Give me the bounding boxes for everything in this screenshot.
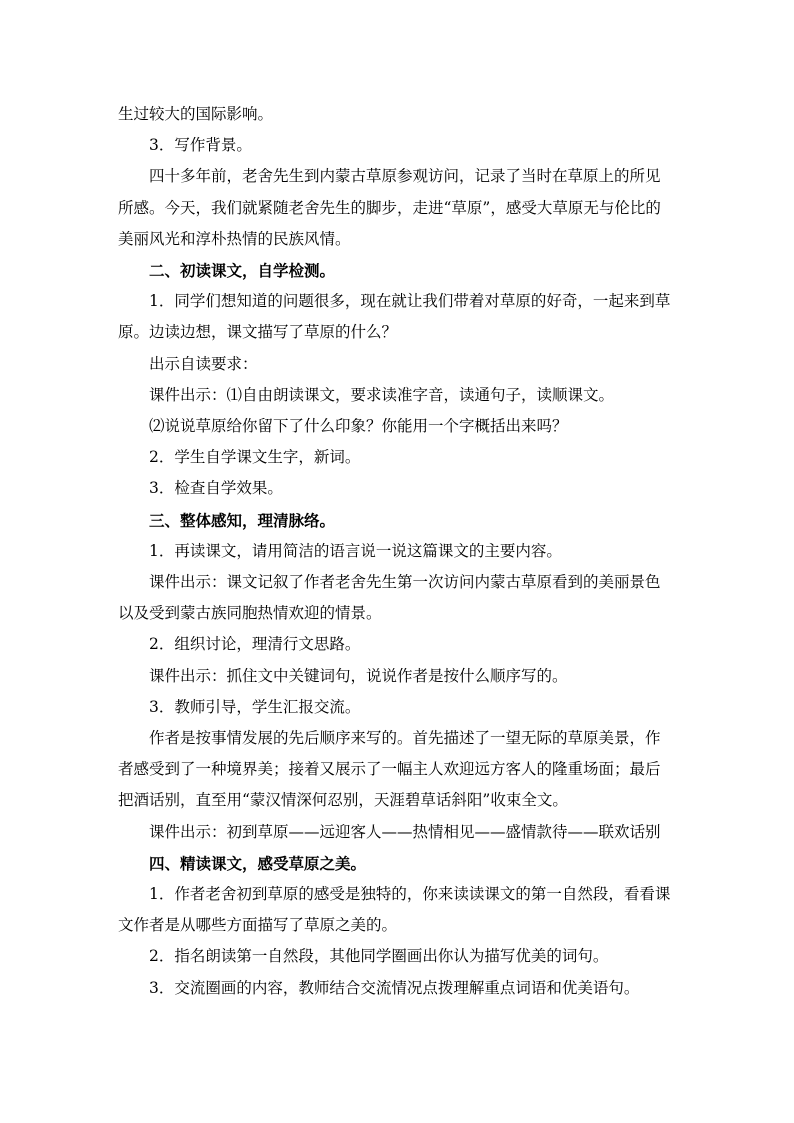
text-line: 课件出示：⑴自由朗读课文，要求读准字音，读通句子，读顺课文。 bbox=[149, 385, 615, 404]
text-line: 2．组织讨论，理清行文思路。 bbox=[149, 635, 361, 654]
text-line: 文作者是从哪些方面描写了草原之美的。 bbox=[118, 916, 398, 935]
text-line: ⑵说说草原给你留下了什么印象？你能用一个字概括出来吗？ bbox=[149, 417, 568, 436]
text-line: 美丽风光和淳朴热情的民族风情。 bbox=[118, 229, 351, 248]
text-line: 出示自读要求： bbox=[149, 354, 258, 373]
text-line: 3．交流圈画的内容，教师结合交流情况点拨理解重点词语和优美语句。 bbox=[149, 978, 640, 997]
text-line: 3．检查自学效果。 bbox=[149, 479, 283, 498]
text-line: 1．作者老舍初到草原的感受是独特的，你来读读课文的第一自然段，看看课 bbox=[149, 885, 671, 904]
text-line: 原。边读边想，课文描写了草原的什么？ bbox=[118, 323, 398, 342]
text-line: 2．学生自学课文生字，新词。 bbox=[149, 448, 361, 467]
text-line: 所感。今天，我们就紧随老舍先生的脚步，走进“草原”，感受大草原无与伦比的 bbox=[118, 198, 661, 217]
text-line: 3．教师引导，学生汇报交流。 bbox=[149, 697, 361, 716]
section-heading: 四、精读课文，感受草原之美。 bbox=[149, 853, 367, 873]
section-heading: 三、整体感知，理清脉络。 bbox=[149, 510, 336, 530]
text-line: 1．同学们想知道的问题很多，现在就让我们带着对草原的好奇，一起来到草 bbox=[149, 292, 671, 311]
section-heading: 二、初读课文，自学检测。 bbox=[149, 261, 336, 281]
text-line: 课件出示：初到草原——远迎客人——热情相见——盛情款待——联欢话别 bbox=[149, 822, 661, 841]
text-line: 1．再读课文，请用简洁的语言说一说这篇课文的主要内容。 bbox=[149, 541, 562, 560]
text-line: 作者是按事情发展的先后顺序来写的。首先描述了一望无际的草原美景，作 bbox=[149, 729, 661, 748]
document-page bbox=[118, 99, 678, 1004]
text-line: 课件出示：课文记叙了作者老舍先生第一次访问内蒙古草原看到的美丽景色 bbox=[149, 573, 661, 592]
text-line: 3．写作背景。 bbox=[149, 136, 252, 155]
text-line: 者感受到了一种境界美；接着又展示了一幅主人欢迎远方客人的隆重场面；最后 bbox=[118, 760, 661, 779]
text-line: 以及受到蒙古族同胞热情欢迎的情景。 bbox=[118, 604, 382, 623]
text-line: 把酒话别，直至用“蒙汉情深何忍别，天涯碧草话斜阳”收束全文。 bbox=[118, 791, 568, 810]
text-line: 2．指名朗读第一自然段，其他同学圈画出你认为描写优美的词句。 bbox=[149, 947, 609, 966]
text-line: 课件出示：抓住文中关键词句，说说作者是按什么顺序写的。 bbox=[149, 666, 568, 685]
text-line: 生过较大的国际影响。 bbox=[118, 105, 274, 123]
text-line: 四十多年前，老舍先生到内蒙古草原参观访问，记录了当时在草原上的所见 bbox=[149, 167, 661, 186]
